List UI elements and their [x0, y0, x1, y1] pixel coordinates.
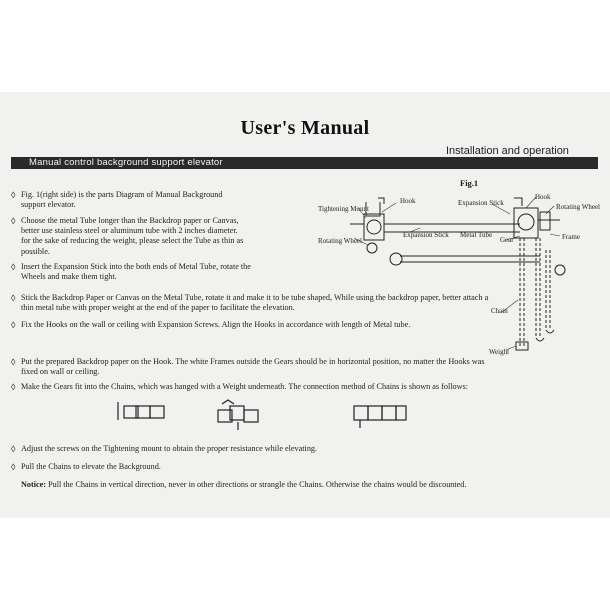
- rotating-wheel-left-icon: [367, 243, 402, 265]
- instruction-1: Fig. 1(right side) is the parts Diagram of Manual Background support elevator.: [21, 190, 223, 210]
- figure-title: Fig.1: [460, 178, 479, 188]
- notice-text: Pull the Chains in vertical direction, never in other directions or strangle the Chains. Otherwise the chains would be discounted.: [46, 480, 467, 489]
- label-hook-left: Hook: [400, 197, 416, 205]
- diamond-bullet-icon: ◊: [11, 293, 16, 303]
- label-frame: Frame: [562, 233, 580, 241]
- label-expansion-stick-mid: Expansion Stick: [403, 231, 449, 239]
- page-title: User's Manual: [240, 117, 370, 139]
- diamond-bullet-icon: ◊: [11, 320, 16, 330]
- label-rotating-wheel-left: Rotating Wheel: [318, 237, 362, 245]
- label-gear: Gear: [500, 236, 514, 244]
- diamond-bullet-icon: ◊: [11, 357, 16, 367]
- label-chain: Chain: [491, 307, 508, 315]
- diamond-bullet-icon: ◊: [11, 444, 16, 454]
- diamond-bullet-icon: ◊: [11, 216, 16, 226]
- instruction-4: Stick the Backdrop Paper or Canvas on the Metal Tube, rotate it and make it to be tube shaped, While using the backdrop paper, better attach a thin metal tube with proper weight at the end of the paper to facilitate the elevation.: [21, 293, 489, 313]
- chain-link-step-2-icon: [218, 400, 258, 430]
- instruction-9: Pull the Chains to elevate the Background.: [21, 462, 161, 471]
- label-metal-tube: Metal Tube: [460, 231, 493, 239]
- notice-paragraph: [21, 480, 541, 490]
- chain-link-step-1-icon: [118, 402, 164, 420]
- instruction-2: Choose the metal Tube longer than the Backdrop paper or Canvas, better use stainless steel or aluminum tube with 2 inches diameter. for the sake of reducing the weight, please select the Tube as thin as possible.: [21, 216, 244, 256]
- chain-link-step-3-icon: [354, 406, 406, 428]
- instruction-3: Insert the Expansion Stick into the both ends of Metal Tube, rotate the Wheels and make them tight.: [21, 262, 251, 282]
- diamond-bullet-icon: ◊: [11, 382, 16, 392]
- right-hook-mount-icon: [514, 198, 560, 238]
- banner-text: Manual control background support elevator: [29, 157, 223, 168]
- section-banner: [11, 157, 598, 169]
- instruction-6: Put the prepared Backdrop paper on the Hook. The white Frames outside the Gears should be in horizontal position, no matter the Hooks was fixed on wall or ceiling.: [21, 357, 485, 377]
- parts-diagram: [310, 190, 606, 360]
- label-rotating-wheel-right: Rotating Wheel: [556, 203, 600, 211]
- instruction-5: Fix the Hooks on the wall or ceiling with Expansion Screws. Align the Hooks in accordance with length of Metal tube.: [21, 320, 411, 329]
- label-tightening-mount: Tightening Mount: [318, 205, 369, 213]
- section-subtitle: Installation and operation: [446, 145, 569, 157]
- instruction-8: Adjust the screws on the Tightening mount to obtain the proper resistance while elevating.: [21, 444, 318, 453]
- diamond-bullet-icon: ◊: [11, 462, 16, 472]
- label-hook-right: Hook: [535, 193, 551, 201]
- diamond-bullet-icon: ◊: [11, 190, 16, 200]
- weight-icon: [516, 342, 528, 350]
- label-weight: Weight: [489, 348, 510, 356]
- chain-icon: [520, 238, 554, 346]
- instruction-7: Make the Gears fit into the Chains, which was hanged with a Weight underneath. The connection method of Chains is shown as follows:: [21, 382, 468, 391]
- notice-label: Notice:: [21, 480, 47, 489]
- metal-tube-icon: [384, 224, 540, 262]
- diamond-bullet-icon: ◊: [11, 262, 16, 272]
- label-expansion-stick-top: Expansion Stick: [458, 199, 504, 207]
- chain-connection-illustrations: [110, 396, 430, 438]
- rotating-wheel-right-icon: [555, 265, 565, 275]
